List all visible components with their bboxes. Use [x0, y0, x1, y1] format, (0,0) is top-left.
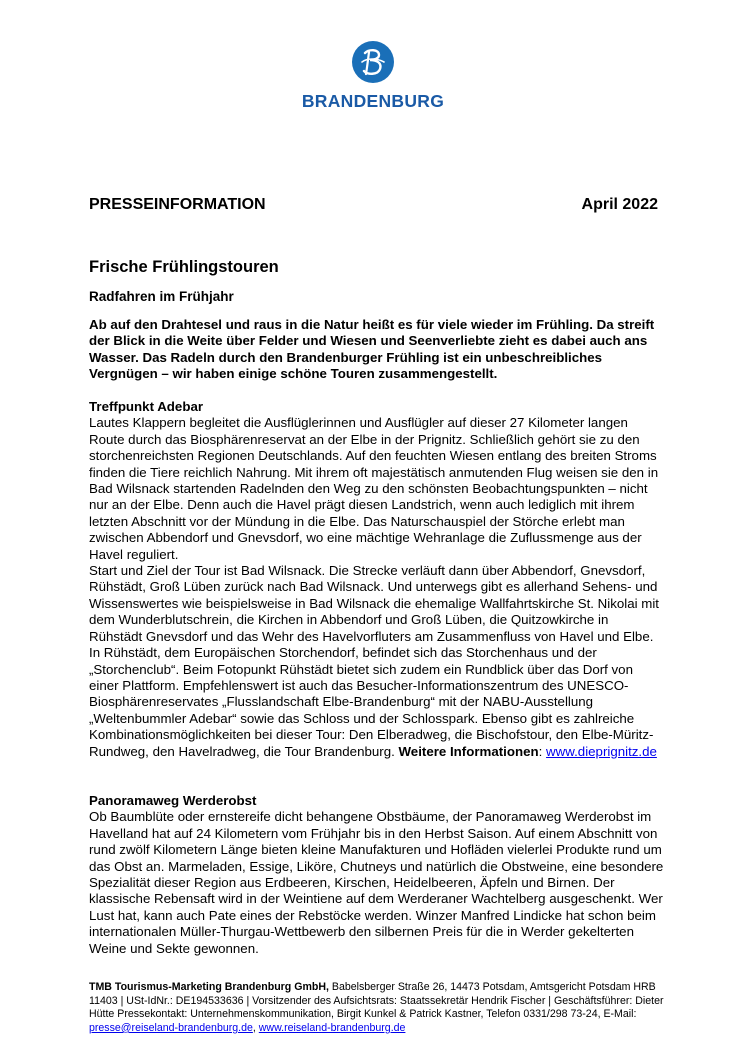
footer-text: Babelsberger Straße 26, 14473 Potsdam, Amtsgericht Potsdam HRB 11403 | USt-IdNr.: DE194533636 | Vorsitzender des Aufsichtsrats: Staatssekretär Hendrik Fischer | Geschäftsführer: Dieter Hütte Pressekontakt: Unternehmenskommunikation, Birgit Kunkel & Patrick Kastner, Telefon 0331/298 73-24, E-Mail: — [89, 981, 664, 1021]
section-paragraph — [89, 563, 664, 760]
section-paragraph: Lautes Klappern begleitet die Ausflüglerinnen und Ausflügler auf dieser 27 Kilometer langen Route durch das Biosphärenreservat an der Elbe in der Prignitz. Schließlich gehört sie zu den storchenreichsten Regionen Deutschlands. Auf den feuchten Wiesen entlang des breiten Stroms finden die Tiere reichlich Nahrung. Mit ihrem oft majestätisch anmutenden Flug weisen sie den in Bad Wilsnack startenden Radelnden den Weg zu den schönsten Beobachtungspunkten – nicht nur an der Elbe. Denn auch die Havel prägt diesen Landstrich, wenn auch lediglich mit ihrem letzten Abschnitt vor der Mündung in die Elbe. Das Naturschauspiel der Störche erlebt man zwischen Abbendorf und Gnevsdorf, wo eine mächtige Wehranlage die Zuflussmenge aus der Havel reguliert. — [89, 415, 659, 562]
section-heading: Panoramaweg Werderobst — [89, 793, 257, 808]
section-panoramaweg-werderobst — [89, 793, 664, 957]
footer-email-link[interactable]: presse@reiseland-brandenburg.de — [89, 1021, 253, 1034]
more-info-separator: : — [538, 743, 547, 759]
page-subtitle: Radfahren im Frühjahr — [89, 289, 234, 304]
section-paragraph: Ob Baumblüte oder ernstereife dicht behangene Obstbäume, der Panoramaweg Werderobst im Havelland hat auf 24 Kilometern vom Frühjahr bis in den Herbst Saison. Auf einem Abschnitt von rund zwölf Kilometern Länge bieten kleine Manufakturen und Hofläden vielerlei Produkte rund um das Obst an. Marmeladen, Essige, Liköre, Chutneys und natürlich die Obstweine, eine besondere Spezialität dieser Region aus Erdbeeren, Kirschen, Heidelbeeren, Äpfeln und Birnen. Der klassische Rebensaft wird in der Weintiene auf dem Werderaner Wachtelberg ausgeschenkt. Wer Lust hat, kann auch Pate eines der Rebstöcke werden. Winzer Manfred Lindicke hat schon beim internationalen Müller-Thurgau-Wettbewerb den silbernen Preis für die in Werder gekelterten Weine und Sekte gewonnen. — [89, 809, 664, 956]
brand-logo-icon — [351, 40, 395, 89]
footer-company: TMB Tourismus-Marketing Brandenburg GmbH, — [89, 981, 329, 993]
more-info-label: Weitere Informationen — [398, 743, 539, 759]
section-paragraph-text: Start und Ziel der Tour ist Bad Wilsnack. Die Strecke verläuft dann über Abbendorf, Gnevsdorf, Rühstädt, Groß Lüben zurück nach Bad Wilsnack. Und unterwegs gibt es allerhand Sehens- und Wissenswertes wie beispielsweise in Bad Wilsnack die ehemalige Wallfahrtskirche St. Nikolai mit dem Wunderblutschrein, die Kirchen in Abbendorf und Groß Lüben, die Quitzowkirche in Rühstädt Gnevsdorf und das Wehr des Havelvorfluters am Zusammenfluss von Havel und Elbe. In Rühstädt, dem Europäischen Storchendorf, befindet sich das Storchenhaus und der „Storchenclub“. Beim Fotopunkt Rühstädt bietet sich zudem ein Rundblick über das Dorf von einer Plattform. Empfehlenswert ist auch das Besucher-Informationszentrum des UNESCO-Biosphärenreservates „Flusslandschaft Elbe-Brandenburg“ mit der NABU-Ausstellung „Weltenbummler Adebar“ sowie das Schloss und der Schlosspark. Ebenso gibt es zahlreiche Kombinationsmöglichkeiten bei dieser Tour: Den Elberadweg, die Bischofstour, den Elbe-Müritz-Rundweg, den Havelradweg, die Tour Brandenburg. — [89, 563, 660, 759]
section-heading: Treffpunkt Adebar — [89, 399, 204, 414]
footer-separator: , — [252, 1021, 259, 1034]
section-treffpunkt-adebar — [89, 399, 664, 760]
brand-name: BRANDENBURG — [301, 91, 445, 111]
prignitz-link[interactable]: www.dieprignitz.de — [546, 743, 657, 759]
press-label: PRESSEINFORMATION — [89, 196, 266, 213]
footer — [89, 981, 664, 1035]
press-header — [89, 196, 658, 214]
footer-website-link[interactable]: www.reiseland-brandenburg.de — [258, 1021, 406, 1034]
lead-paragraph: Ab auf den Drahtesel und raus in die Natur heißt es für viele wieder im Frühling. Da streift der Blick in die Weite über Felder und Wiesen und Seenverliebte zieht es dabei auch ans Wasser. Das Radeln durch den Brandenburger Frühling ist ein unbeschreibliches Vergnügen – wir haben einige schöne Touren zusammengestellt. — [89, 317, 655, 382]
page-title: Frische Frühlingstouren — [89, 258, 279, 276]
press-date: April 2022 — [581, 196, 658, 213]
brand-logo — [0, 40, 746, 112]
